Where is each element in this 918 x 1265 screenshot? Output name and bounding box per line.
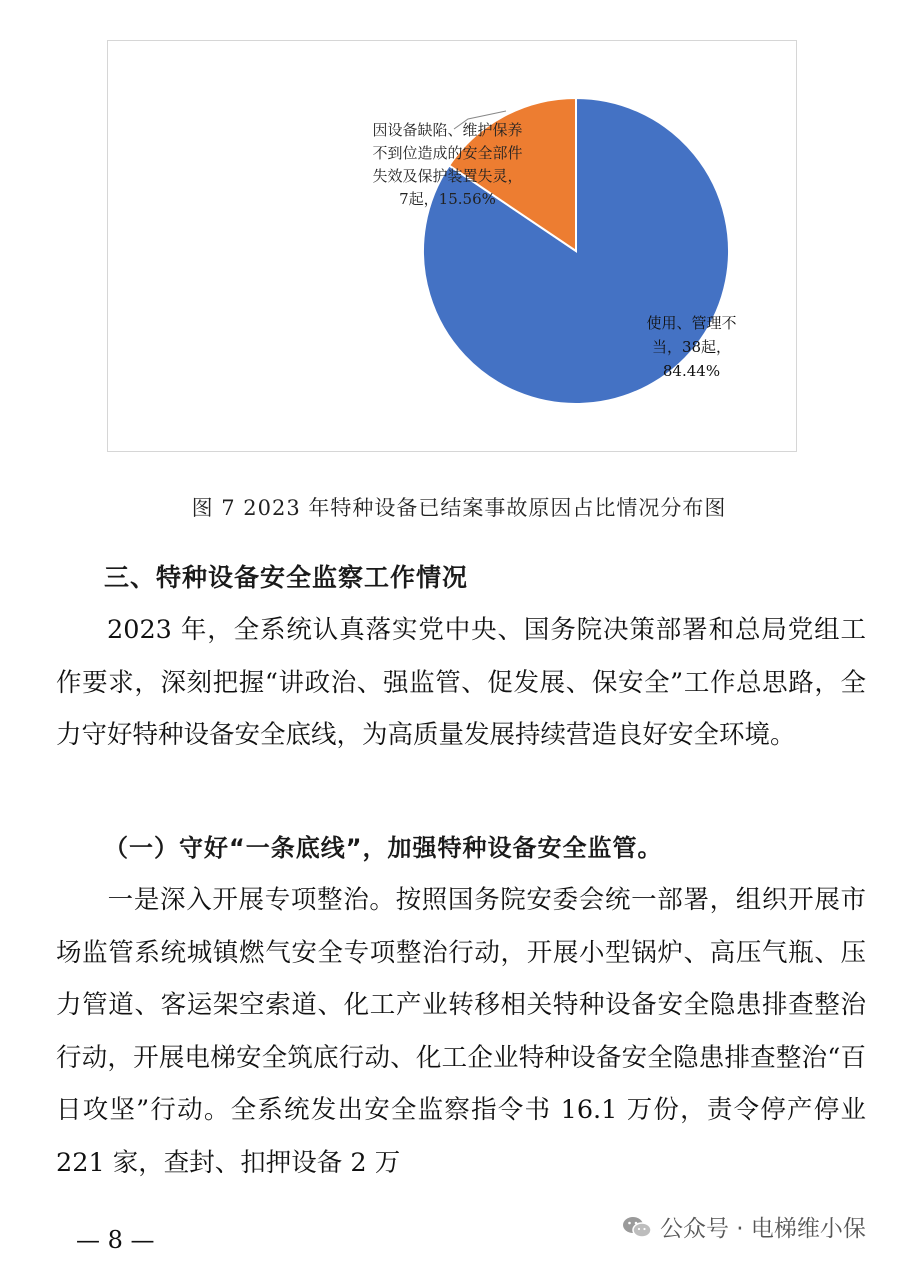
pie-svg [108, 41, 798, 453]
watermark [622, 1210, 866, 1243]
label-line: 不到位造成的安全部件 [372, 144, 523, 162]
paragraph-2-text: 一是深入开展专项整治。按照国务院安委会统一部署，组织开展市场监管系统城镇燃气安全专项整治行动，开展小型锅炉、高压气瓶、压力管道、客运架空索道、化工产业转移相关特种设备安全隐患排查整治行动，开展电梯安全筑底行动、化工企业特种设备安全隐患排查整治“百日攻坚”行动。全系统发出安全监察指令书 16.1 万份，责令停产停业 221 家，查封、扣押设备 2 万 [56, 885, 866, 1178]
subheading: （一）守好“一条底线”，加强特种设备安全监管。 [104, 834, 663, 862]
label-line: 失效及保护装置失灵， [372, 167, 523, 185]
wechat-icon [622, 1215, 652, 1239]
label-line: 使用、管理不 [646, 314, 737, 332]
watermark-text: 公众号 · 电梯维小保 [660, 1216, 866, 1242]
paragraph-1 [56, 604, 866, 762]
paragraph-2 [56, 874, 866, 1189]
paragraph-1-text: 2023 年，全系统认真落实党中央、国务院决策部署和总局党组工作要求，深刻把握“讲政治、强监管、促发展、保安全”工作总思路，全力守好特种设备安全底线，为高质量发展持续营造良好安全环境。 [56, 615, 866, 750]
label-line: 当，38起， [651, 338, 732, 356]
slice-label-equipment-defect [340, 119, 555, 211]
slice-label-improper-use [634, 311, 749, 383]
figure-caption: 图 7 2023 年特种设备已结案事故原因占比情况分布图 [191, 496, 727, 520]
label-line: 7起，15.56% [399, 190, 496, 208]
label-line: 84.44% [662, 362, 721, 380]
label-line: 因设备缺陷、维护保养 [372, 121, 523, 139]
pie-chart [107, 40, 797, 452]
section-heading: 三、特种设备安全监察工作情况 [104, 563, 469, 592]
page-number: — 8 — [76, 1226, 155, 1254]
